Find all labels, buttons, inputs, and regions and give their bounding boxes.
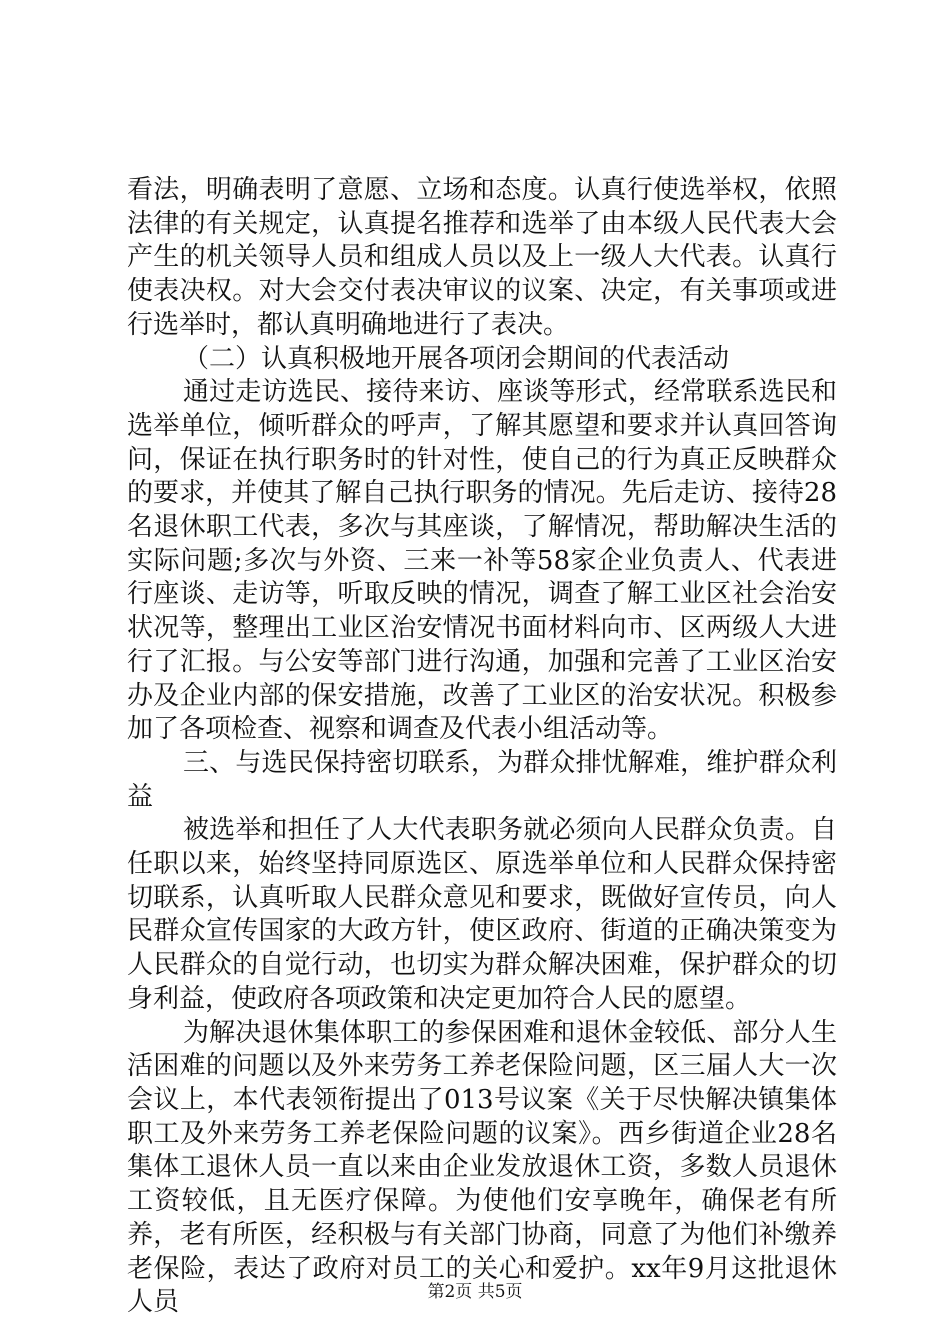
paragraph-voting-rights: 看法，明确表明了意愿、立场和态度。认真行使选举权，依照法律的有关规定，认真提名推荐和选举了由本级人民代表大会产生的机关领导人员和组成人员以及上一级人大代表。认真行使表决权。对大会交付表决审议的议案、决定，有关事项或进行选举时，都认真明确地进行了表决。 xyxy=(127,175,837,340)
section-heading-2: （二）认真积极地开展各项闭会期间的代表活动 xyxy=(183,343,730,374)
paragraph-responsibility: 被选举和担任了人大代表职务就必须向人民群众负责。自任职以来，始终坚持同原选区、原选举单位和人民群众保持密切联系，认真听取人民群众意见和要求，既做好宣传员，向人民群众宣传国家的大政方针，使区政府、街道的正确决策变为人民群众的自觉行动，也切实为群众解决困难，保护群众的切身利益，使政府各项政策和决定更加符合人民的愿望。 xyxy=(127,815,837,1014)
body-text xyxy=(127,174,837,1320)
section-heading-3: 三、与选民保持密切联系，为群众排忧解难，维护群众利益 xyxy=(127,747,837,812)
page-number-footer: 第2页 共5页 xyxy=(427,1282,523,1302)
paragraph-visits: 通过走访选民、接待来访、座谈等形式，经常联系选民和选举单位，倾听群众的呼声，了解其愿望和要求并认真回答询问，保证在执行职务时的针对性，使自己的行为真正反映群众的要求，并使其了解自己执行职务的情况。先后走访、接待28名退休职工代表，多次与其座谈，了解情况，帮助解决生活的实际问题;多次与外资、三来一补等58家企业负责人、代表进行座谈、走访等，听取反映的情况，调查了解工业区社会治安状况等，整理出工业区治安情况书面材料向市、区两级人大进行了汇报。与公安等部门进行沟通，加强和完善了工业区治安办及企业内部的保安措施，改善了工业区的治安状况。积极参加了各项检查、视察和调查及代表小组活动等。 xyxy=(127,377,837,745)
paragraph-pension-proposal: 为解决退休集体职工的参保困难和退休金较低、部分人生活困难的问题以及外来劳务工养老保险问题，区三届人大一次会议上，本代表领衔提出了013号议案《关于尽快解决镇集体职工及外来劳务工养老保险问题的议案》。西乡街道企业28名集体工退休人员一直以来由企业发放退休工资，多数人员退休工资较低，且无医疗保障。为使他们安享晚年，确保老有所养，老有所医，经积极与有关部门协商，同意了为他们补缴养老保险，表达了政府对员工的关心和爱护。xx年9月这批退休人员 xyxy=(127,1017,837,1318)
